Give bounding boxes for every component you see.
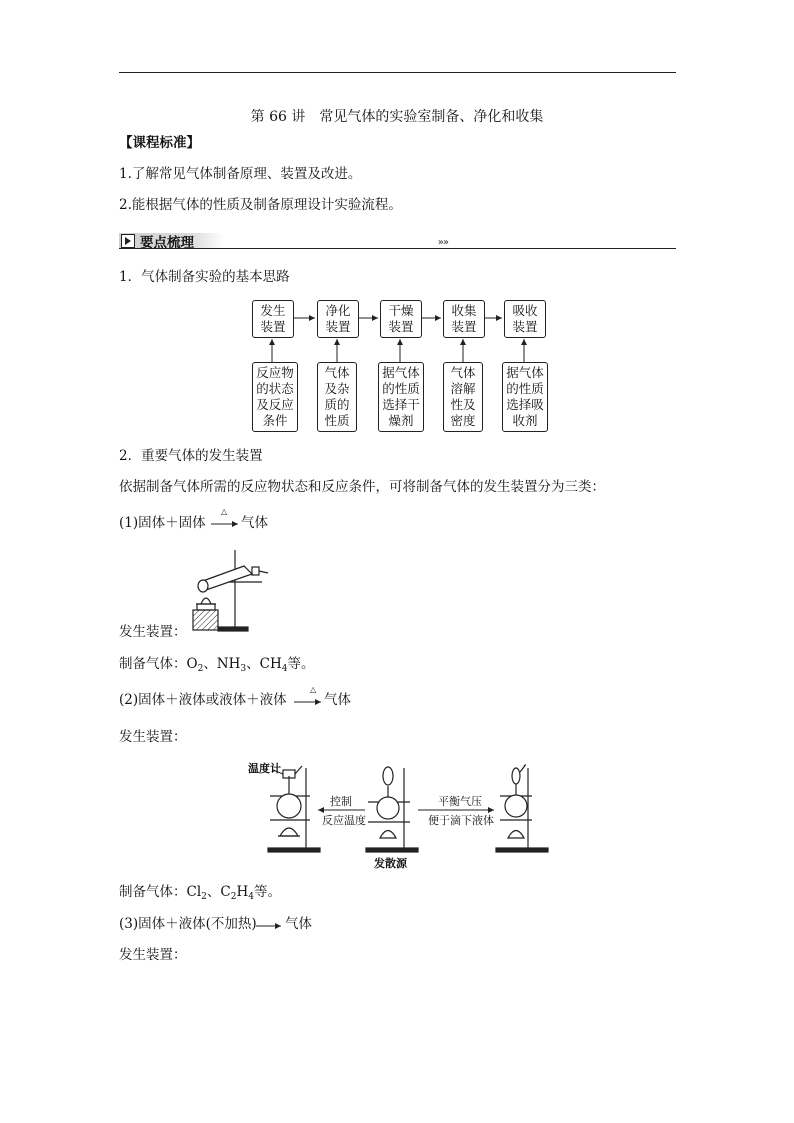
point2-heading: 2．重要气体的发生装置 bbox=[119, 448, 263, 464]
source-label: 发散源 bbox=[374, 857, 407, 870]
control-label-1: 控制 bbox=[330, 795, 352, 808]
heat-symbol-2: △ bbox=[310, 685, 317, 694]
type2-label: (2)固体＋液体或液体＋液体 bbox=[119, 692, 287, 708]
flow-box-purification: 净化 装置 bbox=[317, 300, 359, 338]
standard-item-2: 2.能根据气体的性质及制备原理设计实验流程。 bbox=[119, 197, 402, 213]
liquid-heating-apparatus bbox=[268, 765, 548, 852]
control-label-2: 反应温度 bbox=[322, 814, 366, 827]
type3-product: 气体 bbox=[285, 916, 312, 932]
type1-product: 气体 bbox=[241, 515, 268, 531]
heat-symbol-1: △ bbox=[221, 507, 228, 516]
gases-2: 制备气体：$Cl_2$、$C_2H_4$等。 bbox=[119, 884, 281, 902]
flow-box-generation: 发生 装置 bbox=[252, 300, 294, 338]
standard-heading: 【课程标准】 bbox=[119, 135, 200, 151]
page-title: 第 66 讲 常见气体的实验室制备、净化和收集 bbox=[250, 109, 544, 125]
point2-intro: 依据制备气体所需的反应物状态和反应条件，可将制备气体的发生装置分为三类： bbox=[119, 479, 605, 495]
flow-note-collection: 气体 溶解 性及 密度 bbox=[443, 362, 483, 432]
thermometer-label: 温度计 bbox=[248, 762, 281, 775]
type2-product: 气体 bbox=[324, 692, 351, 708]
type3-label: (3)固体＋液体(不加热) bbox=[119, 916, 257, 932]
flow-box-drying: 干燥 装置 bbox=[380, 300, 422, 338]
chevron-right-icon: »» bbox=[437, 237, 448, 248]
section-banner-title: 要点梳理 bbox=[140, 234, 194, 251]
flow-box-absorption: 吸收 装置 bbox=[504, 300, 546, 338]
apparatus-label-3: 发生装置： bbox=[119, 947, 187, 963]
balance-label-2: 便于滴下液体 bbox=[428, 814, 494, 827]
flow-note-absorption: 据气体 的性质 选择吸 收剂 bbox=[502, 362, 548, 432]
flow-note-generation: 反应物 的状态 及反应 条件 bbox=[252, 362, 298, 432]
flow-box-collection: 收集 装置 bbox=[443, 300, 485, 338]
solid-solid-apparatus bbox=[193, 550, 268, 631]
standard-item-1: 1.了解常见气体制备原理、装置及改进。 bbox=[119, 166, 362, 182]
balance-label-1: 平衡气压 bbox=[438, 795, 482, 808]
point1-heading: 1．气体制备实验的基本思路 bbox=[119, 269, 290, 285]
flow-note-purification: 气体 及杂 质的 性质 bbox=[317, 362, 357, 432]
flow-note-drying: 据气体 的性质 选择干 燥剂 bbox=[378, 362, 424, 432]
gases-1: 制备气体：$O_2$、$NH_3$、$CH_4$等。 bbox=[119, 656, 315, 674]
apparatus-label-1: 发生装置： bbox=[119, 624, 187, 640]
type1-label: (1)固体＋固体 bbox=[119, 515, 206, 531]
apparatus-label-2: 发生装置： bbox=[119, 729, 187, 745]
